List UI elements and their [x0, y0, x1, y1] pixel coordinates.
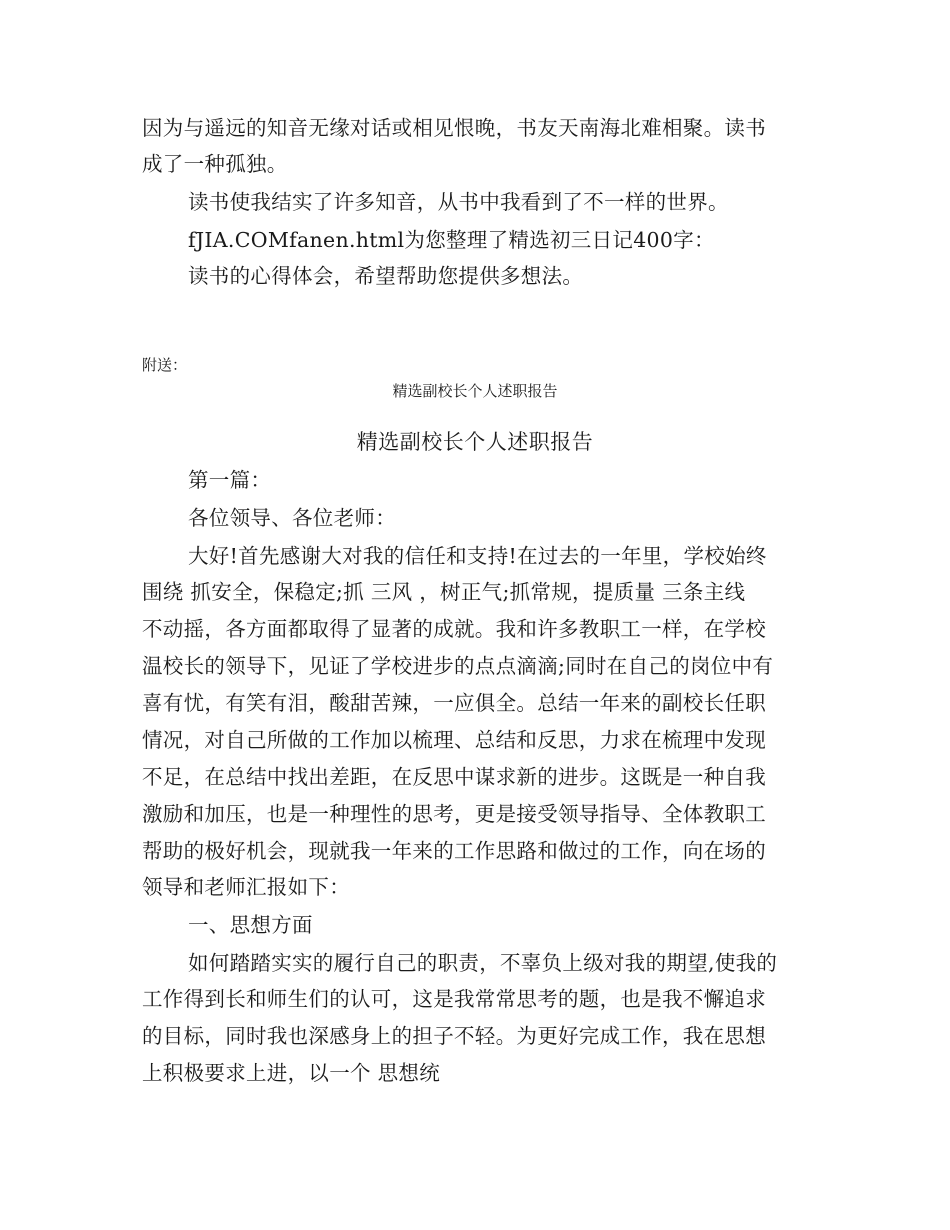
- body-line-7: 不足，在总结中找出差距，在反思中谋求新的进步。这既是一种自我: [142, 765, 766, 789]
- appendix-label: 附送：: [142, 356, 188, 374]
- greeting: 各位领导、各位老师：: [188, 506, 396, 530]
- body-line-2: 围绕 抓安全，保稳定;抓 三风 ，树正气;抓常规，提质量 三条主线: [142, 580, 746, 604]
- intro-paragraph-4: 读书的心得体会，希望帮助您提供多想法。: [188, 264, 584, 288]
- body-line-3: 不动摇，各方面都取得了显著的成就。我和许多教职工一样，在学校: [142, 617, 766, 641]
- body-line-5: 喜有忧，有笑有泪，酸甜苦辣，一应俱全。总结一年来的副校长任职: [142, 691, 766, 715]
- heading-thought: 一、思想方面: [188, 913, 313, 937]
- intro-paragraph-3: fJIA.COMfanen.html为您整理了精选初三日记400字：: [188, 228, 715, 252]
- section-label: 第一篇：: [188, 468, 272, 492]
- intro-line-2: 成了一种孤独。: [142, 152, 288, 176]
- body-line-6: 情况，对自己所做的工作加以梳理、总结和反思，力求在梳理中发现: [142, 728, 766, 752]
- body-line-8: 激励和加压，也是一种理性的思考，更是接受领导指导、全体教职工: [142, 802, 766, 826]
- body2-line-3: 的目标，同时我也深感身上的担子不轻。为更好完成工作，我在思想: [142, 1024, 766, 1048]
- body2-line-2: 工作得到长和师生们的认可，这是我常常思考的题，也是我不懈追求: [142, 987, 766, 1011]
- body-line-4: 温校长的领导下，见证了学校进步的点点滴滴;同时在自己的岗位中有: [142, 654, 774, 678]
- body-line-9: 帮助的极好机会，现就我一年来的工作思路和做过的工作，向在场的: [142, 839, 766, 863]
- body-line-1: 大好!首先感谢大对我的信任和支持!在过去的一年里，学校始终: [188, 544, 767, 568]
- body2-line-4: 上积极要求上进，以一个 思想统: [142, 1061, 441, 1085]
- appendix-small-title: 精选副校长个人述职报告: [392, 382, 558, 400]
- intro-line-1: 因为与遥远的知音无缘对话或相见恨晚，书友天南海北难相聚。读书: [142, 116, 766, 140]
- report-title: 精选副校长个人述职报告: [356, 430, 594, 454]
- body2-line-1: 如何踏踏实实的履行自己的职责，不辜负上级对我的期望,使我的: [188, 951, 778, 975]
- intro-paragraph-2: 读书使我结实了许多知音，从书中我看到了不一样的世界。: [188, 190, 729, 214]
- body-line-10: 领导和老师汇报如下：: [142, 875, 350, 899]
